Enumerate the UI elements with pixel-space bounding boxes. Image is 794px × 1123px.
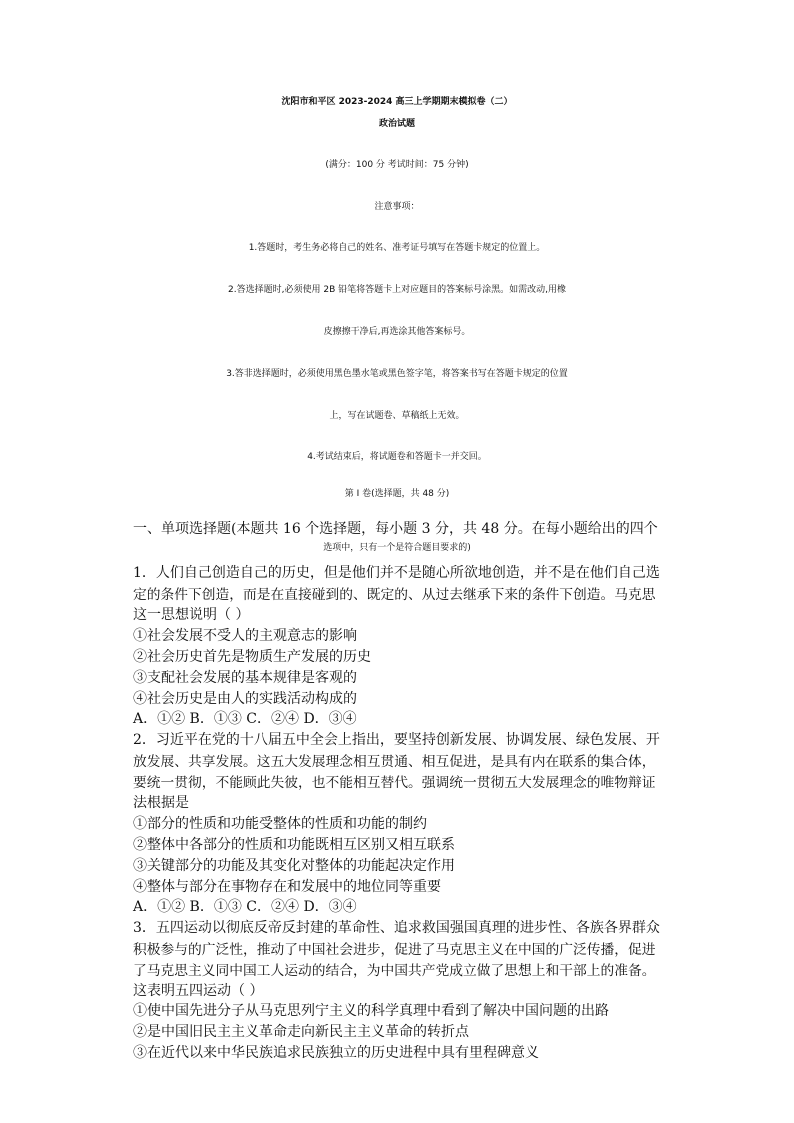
q3-option: ②是中国旧民主主义革命走向新民主主义革命的转折点: [133, 1024, 469, 1040]
note-3-cont: 上，写在试题卷、草稿纸上无效。: [329, 411, 465, 421]
note-3: 3.答非选择题时，必须使用黑色墨水笔或黑色签字笔，将答案书写在答题卡规定的位置: [226, 369, 568, 379]
q2-option: ①部分的性质和功能受整体的性质和功能的制约: [133, 816, 427, 832]
q3-stem: 这表明五四运动（ ）: [133, 983, 264, 999]
q1-option: ④社会历史是由人的实践活动构成的: [133, 691, 357, 707]
section-title: 第 Ⅰ 卷(选择题，共 48 分): [344, 489, 450, 499]
notice-heading: 注意事项：: [374, 202, 420, 212]
exam-subject: 政治试题: [378, 119, 415, 129]
note-2: 2.答选择题时,必须使用 2B 铅笔将答题卡上对应题目的答案标号涂黑。如需改动,用橡: [228, 285, 566, 295]
q1-stem: 这一思想说明（ ）: [133, 607, 250, 623]
q1-stem: 定的条件下创造，而是在直接碰到的、既定的、从过去继承下来的条件下创造。马克思: [133, 587, 656, 603]
q2-stem: 法根据是: [133, 795, 189, 811]
q1-option: ③支配社会发展的基本规律是客观的: [133, 670, 357, 686]
q3-option: ①使中国先进分子从马克思列宁主义的科学真理中看到了解决中国问题的出路: [133, 1003, 609, 1019]
q3-stem: 3．五四运动以彻底反帝反封建的革命性、追求救国强国真理的进步性、各族各界群众: [133, 920, 660, 936]
q3-option: ③在近代以来中华民族追求民族独立的历史进程中具有里程碑意义: [133, 1045, 539, 1061]
q2-stem: 放发展、共享发展。这五大发展理念相互贯通、相互促进，是具有内在联系的集合体，: [133, 754, 656, 770]
q2-option: ②整体中各部分的性质和功能既相互区别又相互联系: [133, 837, 455, 853]
q2-answers: A．①② B．①③ C．②④ D．③④: [133, 899, 357, 915]
exam-meta: (满分：100 分 考试时间：75 分钟): [325, 160, 469, 170]
q2-stem: 2．习近平在党的十八届五中全会上指出，要坚持创新发展、协调发展、绿色发展、开: [133, 732, 660, 748]
q3-stem: 积极参与的广泛性，推动了中国社会进步，促进了马克思主义在中国的广泛传播，促进: [133, 942, 656, 958]
q1-stem: 1．人们自己创造自己的历史，但是他们并不是随心所欲地创造，并不是在他们自己选: [133, 565, 660, 581]
note-4: 4.考试结束后，将试题卷和答题卡一并交回。: [307, 452, 487, 462]
note-2-cont: 皮擦擦干净后,再选涂其他答案标号。: [323, 327, 471, 337]
q2-option: ④整体与部分在事物存在和发展中的地位同等重要: [133, 879, 441, 895]
note-1: 1.答题时，考生务必将自己的姓名、准考证号填写在答题卡规定的位置上。: [248, 243, 546, 253]
q2-stem: 要统一贯彻，不能顾此失彼，也不能相互替代。强调统一贯彻五大发展理念的唯物辩证: [133, 775, 656, 791]
q1-answers: A．①② B．①③ C．②④ D．③④: [133, 711, 357, 727]
q1-option: ②社会历史首先是物质生产发展的历史: [133, 649, 371, 665]
section-instruction-cont: 选项中，只有一个是符合题目要求的): [323, 543, 471, 553]
exam-title: 沈阳市和平区 2023-2024 高三上学期期末模拟卷（二）: [281, 97, 513, 107]
q2-option: ③关键部分的功能及其变化对整体的功能起决定作用: [133, 858, 455, 874]
section-instruction: 一、单项选择题(本题共 16 个选择题，每小题 3 分，共 48 分。在每小题给出的四个: [133, 521, 658, 537]
q1-option: ①社会发展不受人的主观意志的影响: [133, 628, 357, 644]
q3-stem: 了马克思主义同中国工人运动的结合，为中国共产党成立做了思想上和干部上的准备。: [133, 963, 656, 979]
